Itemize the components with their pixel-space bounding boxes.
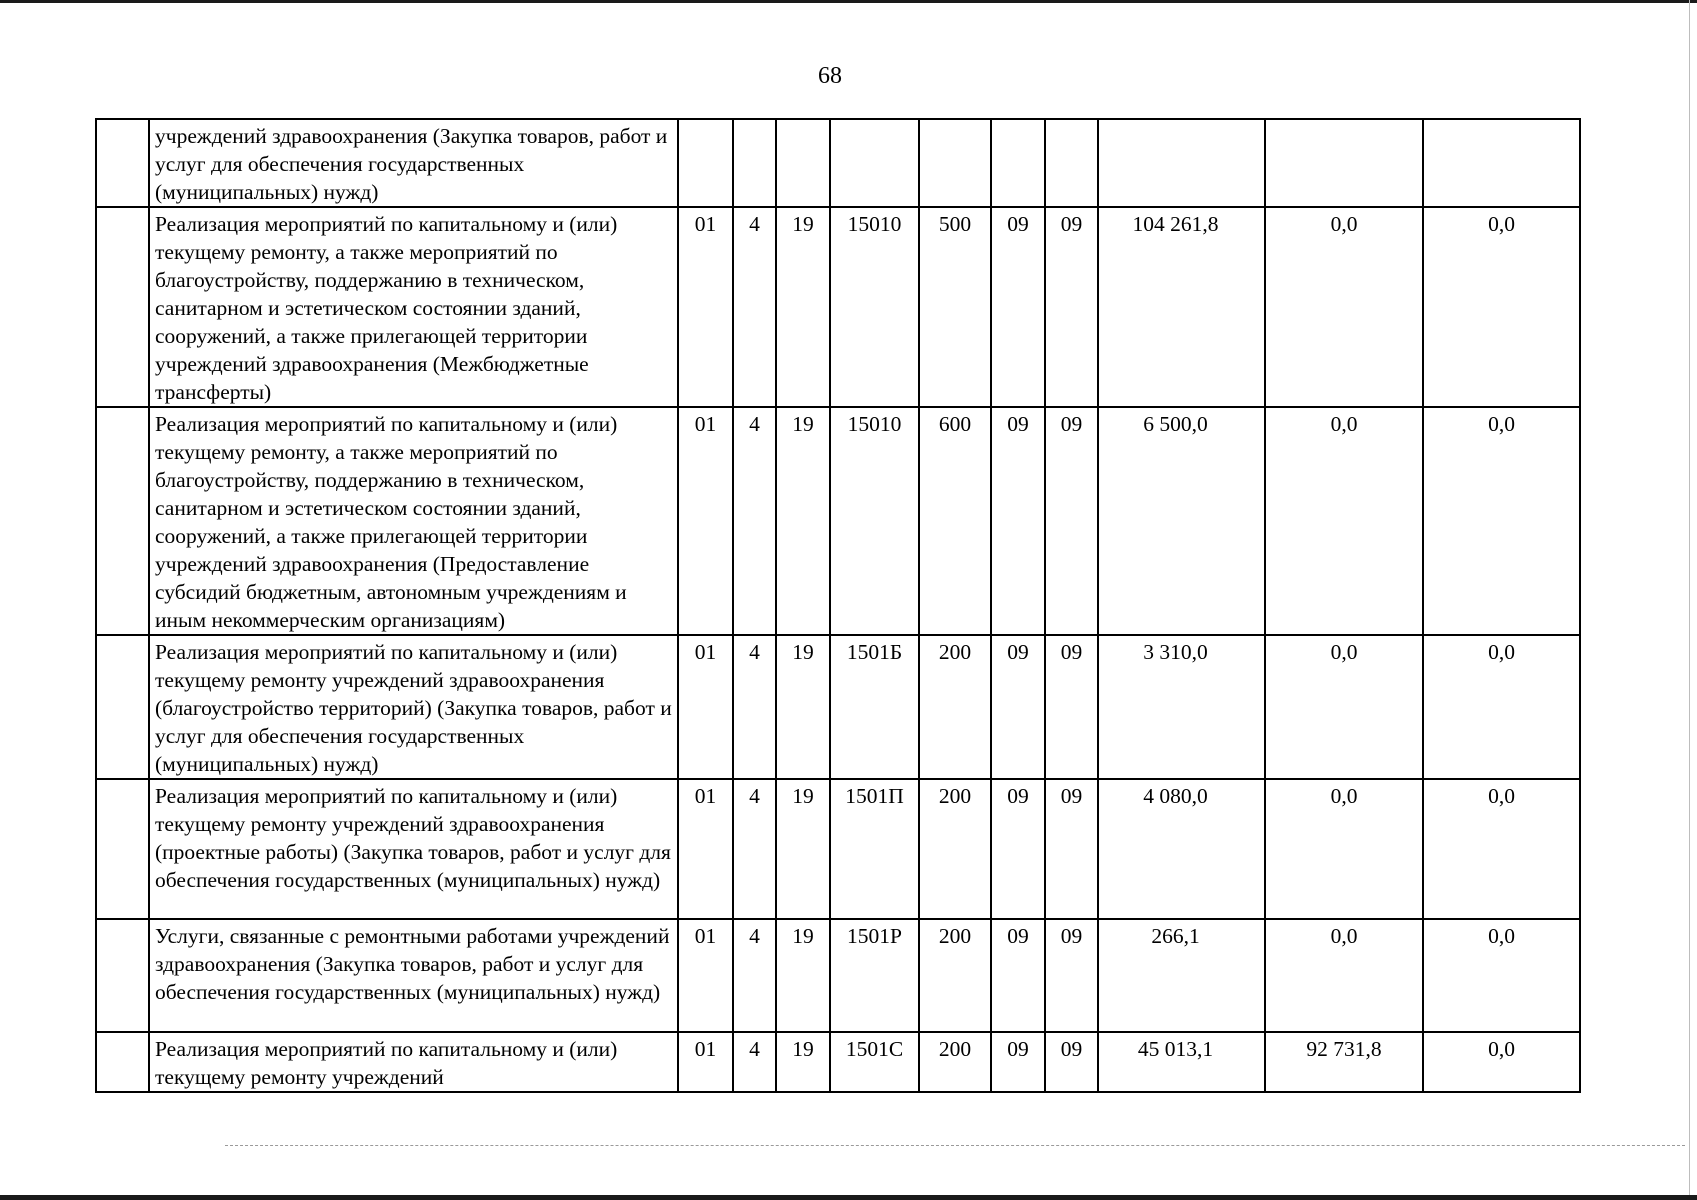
amount-2-cell: 0,0 (1265, 407, 1423, 635)
table-row (96, 1032, 1580, 1092)
code-4-cell: 15010 (830, 407, 919, 635)
amount-3-cell: 0,0 (1423, 1032, 1580, 1092)
scan-dash-line (225, 1145, 1685, 1146)
row-number-cell (96, 207, 149, 407)
amount-2-cell: 0,0 (1265, 207, 1423, 407)
scan-bottom-edge (0, 1195, 1697, 1200)
scan-right-edge (1689, 0, 1690, 1200)
code-5-cell (919, 119, 991, 207)
code-1-cell: 01 (678, 407, 733, 635)
code-1-cell: 01 (678, 919, 733, 1032)
amount-1-cell: 4 080,0 (1098, 779, 1265, 919)
code-2-cell: 4 (733, 1032, 776, 1092)
code-5-cell: 500 (919, 207, 991, 407)
table-body (96, 119, 1580, 1092)
code-5-cell: 200 (919, 635, 991, 779)
amount-2-cell: 92 731,8 (1265, 1032, 1423, 1092)
amount-3-cell: 0,0 (1423, 407, 1580, 635)
table-row (96, 635, 1580, 779)
amount-2-cell: 0,0 (1265, 779, 1423, 919)
code-1-cell: 01 (678, 779, 733, 919)
code-4-cell: 15010 (830, 207, 919, 407)
code-4-cell: 1501С (830, 1032, 919, 1092)
code-6-cell: 09 (991, 635, 1045, 779)
code-7-cell: 09 (1045, 635, 1098, 779)
code-1-cell (678, 119, 733, 207)
code-5-cell: 200 (919, 1032, 991, 1092)
amount-1-cell: 3 310,0 (1098, 635, 1265, 779)
table-row (96, 119, 1580, 207)
code-2-cell: 4 (733, 635, 776, 779)
code-4-cell (830, 119, 919, 207)
row-number-cell (96, 779, 149, 919)
amount-3-cell: 0,0 (1423, 919, 1580, 1032)
code-7-cell: 09 (1045, 779, 1098, 919)
amount-1-cell: 266,1 (1098, 919, 1265, 1032)
row-number-cell (96, 635, 149, 779)
table-row (96, 407, 1580, 635)
row-number-cell (96, 919, 149, 1032)
code-3-cell (776, 119, 830, 207)
code-5-cell: 200 (919, 779, 991, 919)
amount-1-cell: 6 500,0 (1098, 407, 1265, 635)
scan-top-edge (0, 0, 1697, 3)
amount-2-cell: 0,0 (1265, 635, 1423, 779)
amount-3-cell: 0,0 (1423, 207, 1580, 407)
row-number-cell (96, 119, 149, 207)
code-2-cell: 4 (733, 407, 776, 635)
code-6-cell: 09 (991, 407, 1045, 635)
code-6-cell: 09 (991, 779, 1045, 919)
code-6-cell: 09 (991, 1032, 1045, 1092)
description-cell: Реализация мероприятий по капитальному и (или) текущему ремонту учреждений здравоохранения (благоустройство территорий) (Закупка товаров, работ и услуг для обеспечения государственных (муниципальных) нужд) (149, 635, 678, 779)
table-row (96, 779, 1580, 919)
amount-2-cell: 0,0 (1265, 919, 1423, 1032)
code-2-cell (733, 119, 776, 207)
description-cell: Реализация мероприятий по капитальному и (или) текущему ремонту, а также мероприятий по благоустройству, поддержанию в техническом, санитарном и эстетическом состоянии зданий, сооружений, а также прилегающей территории учреждений здравоохранения (Предоставление субсидий бюджетным, автономным учреждениям и иным некоммерческим организациям) (149, 407, 678, 635)
code-3-cell: 19 (776, 407, 830, 635)
code-6-cell: 09 (991, 207, 1045, 407)
code-1-cell: 01 (678, 207, 733, 407)
amount-3-cell: 0,0 (1423, 635, 1580, 779)
code-7-cell: 09 (1045, 407, 1098, 635)
code-4-cell: 1501Б (830, 635, 919, 779)
amount-1-cell: 45 013,1 (1098, 1032, 1265, 1092)
description-cell: Реализация мероприятий по капитальному и (или) текущему ремонту учреждений здравоохранения (проектные работы) (Закупка товаров, работ и услуг для обеспечения государственных (муниципальных) нужд) (149, 779, 678, 919)
table-row (96, 919, 1580, 1032)
page-number: 68 (818, 63, 842, 89)
code-7-cell: 09 (1045, 207, 1098, 407)
description-cell: Услуги, связанные с ремонтными работами учреждений здравоохранения (Закупка товаров, работ и услуг для обеспечения государственных (муниципальных) нужд) (149, 919, 678, 1032)
description-cell: учреждений здравоохранения (Закупка товаров, работ и услуг для обеспечения государственных (муниципальных) нужд) (149, 119, 678, 207)
amount-3-cell (1423, 119, 1580, 207)
code-2-cell: 4 (733, 207, 776, 407)
code-3-cell: 19 (776, 1032, 830, 1092)
code-7-cell: 09 (1045, 1032, 1098, 1092)
code-4-cell: 1501Р (830, 919, 919, 1032)
code-6-cell (991, 119, 1045, 207)
code-2-cell: 4 (733, 919, 776, 1032)
code-1-cell: 01 (678, 635, 733, 779)
amount-1-cell (1098, 119, 1265, 207)
code-7-cell: 09 (1045, 919, 1098, 1032)
table-row (96, 207, 1580, 407)
row-number-cell (96, 407, 149, 635)
amount-3-cell: 0,0 (1423, 779, 1580, 919)
budget-table (95, 118, 1581, 1093)
amount-1-cell: 104 261,8 (1098, 207, 1265, 407)
code-2-cell: 4 (733, 779, 776, 919)
amount-2-cell (1265, 119, 1423, 207)
description-cell: Реализация мероприятий по капитальному и (или) текущему ремонту учреждений (149, 1032, 678, 1092)
description-cell: Реализация мероприятий по капитальному и (или) текущему ремонту, а также мероприятий по благоустройству, поддержанию в техническом, санитарном и эстетическом состоянии зданий, сооружений, а также прилегающей территории учреждений здравоохранения (Межбюджетные трансферты) (149, 207, 678, 407)
code-7-cell (1045, 119, 1098, 207)
code-3-cell: 19 (776, 919, 830, 1032)
code-5-cell: 600 (919, 407, 991, 635)
code-1-cell: 01 (678, 1032, 733, 1092)
row-number-cell (96, 1032, 149, 1092)
code-6-cell: 09 (991, 919, 1045, 1032)
code-4-cell: 1501П (830, 779, 919, 919)
code-3-cell: 19 (776, 207, 830, 407)
code-3-cell: 19 (776, 779, 830, 919)
code-3-cell: 19 (776, 635, 830, 779)
code-5-cell: 200 (919, 919, 991, 1032)
